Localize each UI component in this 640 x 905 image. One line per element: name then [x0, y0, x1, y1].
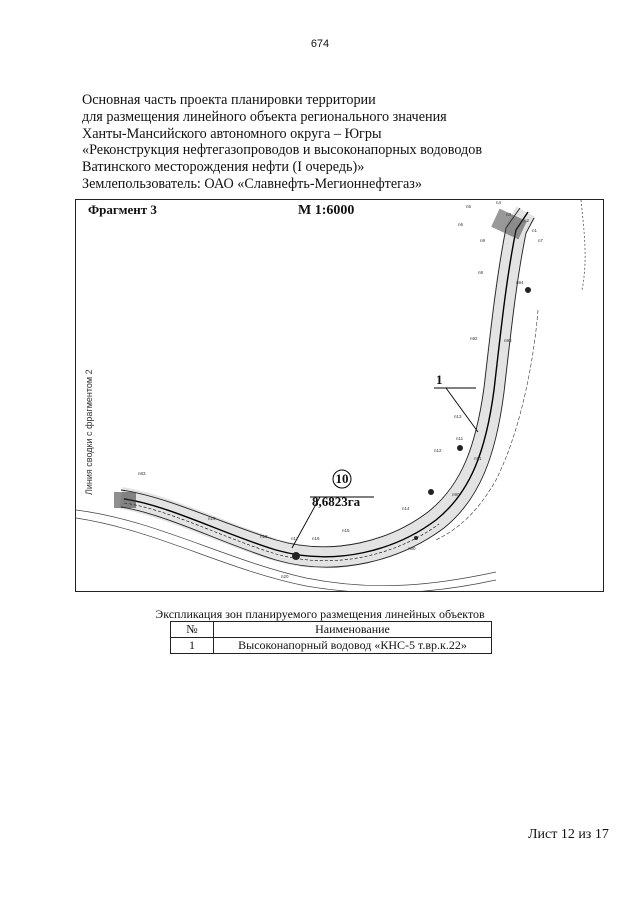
scale-label: М 1:6000 — [298, 203, 355, 218]
node-marker — [457, 445, 463, 451]
sheet-number: Лист 12 из 17 — [528, 827, 609, 842]
fragment-label: Фрагмент 3 — [88, 202, 157, 217]
point-label: n12 — [434, 448, 442, 453]
header-line: Землепользователь: ОАО «Славнефть-Мегионнефтегаз» — [82, 175, 422, 192]
point-label: n15 — [342, 528, 350, 533]
explication-title: Экспликация зон планируемого размещения линейных объектов — [155, 607, 485, 621]
node-marker — [525, 287, 531, 293]
header-line: для размещения линейного объекта регионального значения — [82, 108, 447, 125]
table-cell: Высоконапорный водовод «КНС-5 т.вр.к.22» — [214, 638, 492, 654]
point-label: n5 — [466, 204, 472, 209]
table-cell: 1 — [171, 638, 214, 654]
node-marker — [414, 536, 418, 540]
point-label: n83 — [138, 471, 146, 476]
point-label: n13 — [454, 414, 462, 419]
point-label: n20 — [281, 574, 289, 579]
point-label: n4 — [496, 200, 502, 205]
point-label: n18 — [260, 534, 268, 539]
map-drawing — [76, 200, 604, 592]
river-bank — [581, 200, 585, 290]
point-label: n16 — [312, 536, 320, 541]
map-fragment — [75, 199, 604, 592]
point-label: n6 — [458, 222, 464, 227]
point-label: n1 — [532, 228, 538, 233]
point-label: n8 — [478, 270, 484, 275]
zone-area: 8,6823га — [312, 494, 361, 509]
header-line: Ханты-Мансийского автономного округа – Югры — [82, 125, 382, 142]
point-label: n93 — [504, 338, 512, 343]
match-line-label: Линия сводки с фрагментом 2 — [84, 369, 94, 495]
header-line: Ватинского месторождения нефти (I очередь)» — [82, 159, 365, 176]
point-label: n3 — [506, 212, 512, 217]
facility-node — [114, 492, 136, 508]
point-label: n90 — [452, 492, 460, 497]
point-label: n14 — [402, 506, 410, 511]
point-label: n80 — [408, 546, 416, 551]
header-line: Основная часть проекта планировки территории — [82, 92, 376, 108]
column-header: № — [171, 622, 214, 638]
zone-number: 10 — [335, 471, 349, 486]
object-number: 1 — [436, 372, 443, 387]
table-header-row — [171, 622, 492, 638]
point-label: n91 — [474, 456, 482, 461]
point-label: n9 — [480, 238, 486, 243]
point-label: n17 — [291, 536, 299, 541]
leader-line — [446, 388, 478, 432]
page-number: 674 — [310, 38, 330, 50]
point-label: n11 — [456, 436, 464, 441]
point-label: n92 — [470, 336, 478, 341]
point-label: n2 — [524, 218, 530, 223]
header-line: «Реконструкция нефтегазопроводов и высоконапорных водоводов — [82, 142, 483, 159]
node-marker — [292, 552, 300, 560]
node-marker — [428, 489, 434, 495]
table-row — [171, 638, 492, 654]
point-label: n19 — [208, 516, 216, 521]
explication-table — [170, 621, 492, 654]
point-label: n94 — [516, 280, 524, 285]
column-header: Наименование — [214, 622, 492, 638]
point-label: n7 — [538, 238, 544, 243]
document-header — [82, 92, 482, 193]
